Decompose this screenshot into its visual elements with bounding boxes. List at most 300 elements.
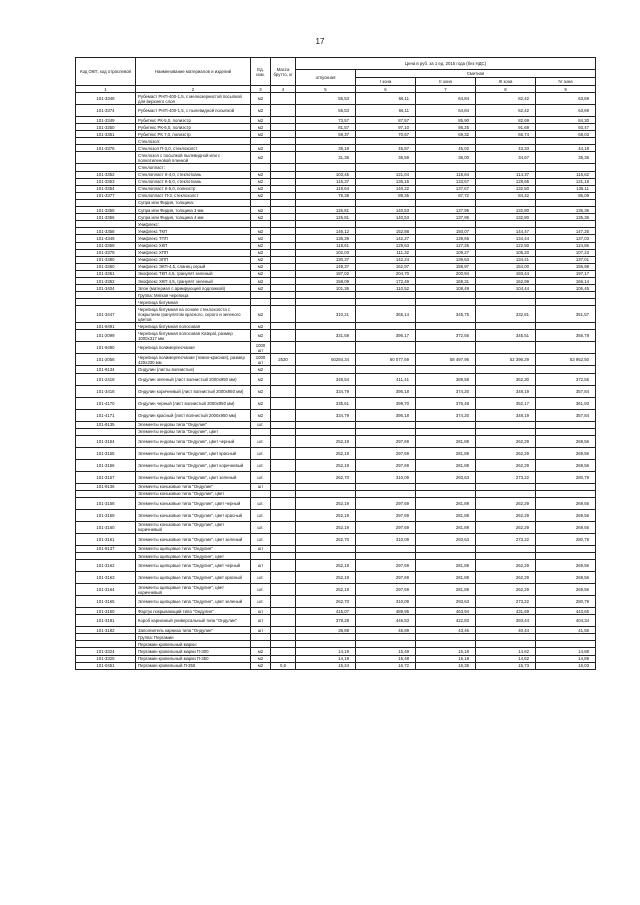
- table-row: [76, 277, 596, 284]
- zone1-price-cell: 152,88: [356, 228, 416, 235]
- release-price-cell: [296, 553, 356, 560]
- code-cell: 101-3324: [76, 648, 136, 655]
- unit-cell: м2: [251, 228, 271, 235]
- name-cell: Группа: Пергамин: [136, 634, 251, 641]
- zone4-price-cell: 280,79: [536, 533, 596, 545]
- release-price-cell: 187,02: [296, 270, 356, 277]
- code-cell: 101-3163: [76, 572, 136, 584]
- table-row: [76, 199, 596, 206]
- name-cell: Ондулин коричневый (лист волнистый 2000х950 мм): [136, 385, 251, 397]
- header-price-title: Цена в руб. за 1 ед. 2015 года (без НДС): [296, 58, 596, 70]
- zone2-price-cell: [416, 199, 476, 206]
- zone1-price-cell: [356, 323, 416, 330]
- zone3-price-cell: 104,44: [476, 285, 536, 292]
- zone4-price-cell: 135,11: [536, 185, 596, 192]
- code-cell: 101-3361: [76, 270, 136, 277]
- zone4-price-cell: 116,62: [536, 171, 596, 178]
- release-price-cell: 38,88: [296, 627, 356, 634]
- col-number: 7: [416, 86, 476, 93]
- zone1-price-cell: 121,04: [356, 171, 416, 178]
- name-cell: Рубитекс РК-5,0, полиэстр: [136, 117, 251, 124]
- zone3-price-cell: 40,44: [476, 627, 536, 634]
- zone2-price-cell: [416, 138, 476, 145]
- code-cell: 101-4171: [76, 409, 136, 421]
- zone3-price-cell: 262,29: [476, 435, 536, 447]
- zone1-price-cell: 297,69: [356, 521, 416, 533]
- name-cell: Ондулин зеленый (лист волнистый 2000х950 мм): [136, 373, 251, 385]
- name-cell: Элементы щипцовые типа "Ондулин": [136, 545, 251, 552]
- name-cell: Черепица битумная полосовая Katepal, размер 1000х317 мм: [136, 330, 251, 342]
- zone4-price-cell: 16,03: [536, 662, 596, 669]
- table-row: [76, 214, 596, 221]
- code-cell: [76, 553, 136, 560]
- zone3-price-cell: 393,44: [476, 615, 536, 627]
- code-cell: 101-9137: [76, 545, 136, 552]
- zone2-price-cell: 137,95: [416, 207, 476, 214]
- release-price-cell: 415,07: [296, 608, 356, 615]
- release-price-cell: 158,09: [296, 277, 356, 284]
- zone4-price-cell: 106,45: [536, 285, 596, 292]
- name-cell: Стеклопласт К-4,0, стеклоткань: [136, 171, 251, 178]
- table-row: [76, 545, 596, 552]
- table-row: [76, 93, 596, 105]
- mass-cell: [271, 93, 296, 105]
- name-cell: Заполнитель карниза типа "Ондулин": [136, 627, 251, 634]
- zone1-price-cell: [356, 553, 416, 560]
- zone2-price-cell: [416, 323, 476, 330]
- zone4-price-cell: 357,84: [536, 385, 596, 397]
- zone1-price-cell: 365,14: [356, 306, 416, 323]
- release-price-cell: 15,24: [296, 662, 356, 669]
- zone2-price-cell: 281,89: [416, 572, 476, 584]
- unit-cell: м2: [251, 124, 271, 131]
- release-price-cell: 149,37: [296, 263, 356, 270]
- zone1-price-cell: [356, 483, 416, 490]
- zone4-price-cell: [536, 634, 596, 641]
- zone3-price-cell: 132,80: [476, 207, 536, 214]
- mass-cell: [271, 228, 296, 235]
- name-cell: Элементы коньковые типа "Ондулин": [136, 483, 251, 490]
- header-unit: Ед. изм.: [251, 58, 271, 86]
- zone2-price-cell: [416, 421, 476, 428]
- zone2-price-cell: 281,89: [416, 521, 476, 533]
- name-cell: Рубемаст РНП-400-1,5, с мелкозернистой посыпкой для верхнего слоя: [136, 93, 251, 105]
- unit-cell: м2: [251, 373, 271, 385]
- unit-cell: м2: [251, 330, 271, 342]
- zone4-price-cell: [536, 342, 596, 354]
- zone1-price-cell: 140,53: [356, 214, 416, 221]
- zone1-price-cell: 140,22: [356, 185, 416, 192]
- table-body: [76, 93, 596, 670]
- zone1-price-cell: 310,09: [356, 533, 416, 545]
- zone2-price-cell: 15,18: [416, 655, 476, 662]
- zone1-price-cell: 297,69: [356, 584, 416, 596]
- zone3-price-cell: 262,29: [476, 572, 536, 584]
- mass-cell: [271, 560, 296, 572]
- zone4-price-cell: 356,78: [536, 330, 596, 342]
- zone3-price-cell: 262,29: [476, 447, 536, 459]
- zone2-price-cell: 64,84: [416, 93, 476, 105]
- mass-cell: [271, 615, 296, 627]
- code-cell: 101-3157: [76, 471, 136, 483]
- mass-cell: [271, 648, 296, 655]
- name-cell: Стеклопласт:: [136, 164, 251, 171]
- zone2-price-cell: 293,63: [416, 596, 476, 608]
- table-row: [76, 447, 596, 459]
- table-row: [76, 152, 596, 164]
- code-cell: [76, 221, 136, 228]
- name-cell: Стеклозол П-3,0, стеклохолст: [136, 145, 251, 152]
- code-cell: 101-3447: [76, 306, 136, 323]
- zone2-price-cell: 137,67: [416, 185, 476, 192]
- zone4-price-cell: 135,36: [536, 214, 596, 221]
- name-cell: Элементы коньковые типа "Ондулин", цвет коричневый: [136, 521, 251, 533]
- table-row: [76, 409, 596, 421]
- release-price-cell: 59,37: [296, 131, 356, 138]
- mass-cell: [271, 497, 296, 509]
- mass-cell: [271, 330, 296, 342]
- zone3-price-cell: 362,30: [476, 373, 536, 385]
- header-estimate: Сметная: [356, 70, 596, 78]
- name-cell: Пергамин кровельный марки П-350: [136, 655, 251, 662]
- zone4-price-cell: 53 952,50: [536, 354, 596, 366]
- mass-cell: [271, 214, 296, 221]
- mass-cell: [271, 490, 296, 497]
- zone3-price-cell: 14,62: [476, 648, 536, 655]
- col-number: 3: [251, 86, 271, 93]
- mass-cell: [271, 292, 296, 299]
- zone1-price-cell: 140,53: [356, 207, 416, 214]
- code-cell: 101-3356: [76, 214, 136, 221]
- zone4-price-cell: 14,88: [536, 648, 596, 655]
- mass-cell: [271, 131, 296, 138]
- zone3-price-cell: 431,69: [476, 608, 536, 615]
- table-row: [76, 178, 596, 185]
- unit-cell: м2: [251, 117, 271, 124]
- zone3-price-cell: [476, 634, 536, 641]
- unit-cell: м2: [251, 277, 271, 284]
- zone2-price-cell: [416, 634, 476, 641]
- zone2-price-cell: 159,97: [416, 263, 476, 270]
- unit-cell: шт.: [251, 521, 271, 533]
- mass-cell: [271, 596, 296, 608]
- zone3-price-cell: 193,44: [476, 270, 536, 277]
- zone2-price-cell: 281,89: [416, 435, 476, 447]
- code-cell: 101-9134: [76, 366, 136, 373]
- zone3-price-cell: [476, 299, 536, 306]
- table-row: [76, 533, 596, 545]
- release-price-cell: [296, 199, 356, 206]
- zone1-price-cell: [356, 641, 416, 648]
- release-price-cell: 126,81: [296, 207, 356, 214]
- unit-cell: м2: [251, 385, 271, 397]
- zone4-price-cell: 135,36: [536, 207, 596, 214]
- zone3-price-cell: 352,17: [476, 397, 536, 409]
- table-row: [76, 366, 596, 373]
- zone2-price-cell: 281,89: [416, 447, 476, 459]
- name-cell: Рубитекс РК-6,0, полиэстр: [136, 124, 251, 131]
- zone1-price-cell: 204,70: [356, 270, 416, 277]
- zone1-price-cell: 395,18: [356, 385, 416, 397]
- code-cell: 101-4170: [76, 397, 136, 409]
- code-cell: 101-3360: [76, 263, 136, 270]
- release-price-cell: 252,19: [296, 447, 356, 459]
- zone4-price-cell: 137,03: [536, 235, 596, 242]
- table-row: [76, 584, 596, 596]
- header-zone3: III зона: [476, 78, 536, 86]
- mass-cell: [271, 533, 296, 545]
- release-price-cell: 119,64: [296, 185, 356, 192]
- zone1-price-cell: 297,69: [356, 435, 416, 447]
- zone2-price-cell: [416, 221, 476, 228]
- zone4-price-cell: 166,14: [536, 277, 596, 284]
- table-row: [76, 285, 596, 292]
- unit-cell: шт.: [251, 435, 271, 447]
- zone2-price-cell: [416, 299, 476, 306]
- zone3-price-cell: 66,74: [476, 131, 536, 138]
- unit-cell: м2: [251, 214, 271, 221]
- code-cell: 101-3325: [76, 655, 136, 662]
- code-cell: 101-3353: [76, 178, 136, 185]
- zone4-price-cell: [536, 483, 596, 490]
- zone1-price-cell: [356, 138, 416, 145]
- zone1-price-cell: 66,11: [356, 105, 416, 117]
- zone3-price-cell: 114,37: [476, 171, 536, 178]
- code-cell: 101-4349: [76, 235, 136, 242]
- zone2-price-cell: [416, 483, 476, 490]
- zone4-price-cell: 156,98: [536, 263, 596, 270]
- unit-cell: м2: [251, 306, 271, 323]
- mass-cell: [271, 256, 296, 263]
- zone3-price-cell: 34,67: [476, 152, 536, 164]
- name-cell: Элементы ендовы типа "Ондулин", цвет красный: [136, 447, 251, 459]
- zone2-price-cell: 281,89: [416, 560, 476, 572]
- code-cell: 101-2099: [76, 330, 136, 342]
- zone3-price-cell: 134,44: [476, 235, 536, 242]
- table-row: [76, 662, 596, 669]
- zone1-price-cell: [356, 428, 416, 435]
- mass-cell: [271, 263, 296, 270]
- name-cell: Элементы коньковые типа "Ондулин", цвет красный: [136, 509, 251, 521]
- unit-cell: м2: [251, 270, 271, 277]
- zone3-price-cell: 262,29: [476, 560, 536, 572]
- unit-cell: шт: [251, 615, 271, 627]
- name-cell: Стеклопласт П-3, стеклохолст: [136, 192, 251, 199]
- zone1-price-cell: 89,35: [356, 192, 416, 199]
- zone4-price-cell: 84,30: [536, 117, 596, 124]
- release-price-cell: 118,61: [296, 242, 356, 249]
- zone3-price-cell: 154,00: [476, 263, 536, 270]
- table-row: [76, 292, 596, 299]
- zone4-price-cell: 372,55: [536, 373, 596, 385]
- release-price-cell: 331,59: [296, 330, 356, 342]
- unit-cell: шт.: [251, 533, 271, 545]
- release-price-cell: 14,19: [296, 648, 356, 655]
- name-cell: Элементы ендовы типа "Ондулин", цвет черный: [136, 435, 251, 447]
- zone4-price-cell: 280,79: [536, 596, 596, 608]
- name-cell: Унифлекс ТПП: [136, 235, 251, 242]
- zone1-price-cell: 411,41: [356, 373, 416, 385]
- mass-cell: [271, 397, 296, 409]
- zone1-price-cell: [356, 366, 416, 373]
- name-cell: Короб карнизный универсальный типа "Ондулин": [136, 615, 251, 627]
- release-price-cell: [296, 490, 356, 497]
- table-row: [76, 207, 596, 214]
- name-cell: Экофлекс ХКП 4,5, гранулят зеленый: [136, 277, 251, 284]
- mass-cell: [271, 447, 296, 459]
- zone3-price-cell: 262,29: [476, 521, 536, 533]
- col-number: 4: [271, 86, 296, 93]
- zone2-price-cell: 87,72: [416, 192, 476, 199]
- zone2-price-cell: [416, 641, 476, 648]
- unit-cell: шт.: [251, 447, 271, 459]
- release-price-cell: 115,37: [296, 178, 356, 185]
- table-row: [76, 145, 596, 152]
- zone2-price-cell: 463,94: [416, 608, 476, 615]
- zone2-price-cell: 372,56: [416, 330, 476, 342]
- table-row: [76, 306, 596, 323]
- zone1-price-cell: 489,95: [356, 608, 416, 615]
- code-cell: 101-3156: [76, 459, 136, 471]
- code-cell: 101-3418: [76, 385, 136, 397]
- unit-cell: м2: [251, 366, 271, 373]
- unit-cell: 1000 шт: [251, 354, 271, 366]
- zone1-price-cell: 297,69: [356, 447, 416, 459]
- zone4-price-cell: [536, 421, 596, 428]
- mass-cell: [271, 435, 296, 447]
- unit-cell: м2: [251, 285, 271, 292]
- code-cell: 101-3379: [76, 249, 136, 256]
- table-row: [76, 596, 596, 608]
- release-price-cell: 252,19: [296, 509, 356, 521]
- table-row: [76, 655, 596, 662]
- mass-cell: [271, 235, 296, 242]
- name-cell: Элементы ендовы типа "Ондулин", цвет зеленый: [136, 471, 251, 483]
- table-row: [76, 608, 596, 615]
- unit-cell: м2: [251, 397, 271, 409]
- code-cell: 101-3150: [76, 608, 136, 615]
- name-cell: Черепица полимерпесчаная: [136, 342, 251, 354]
- table-row: [76, 627, 596, 634]
- unit-cell: [251, 292, 271, 299]
- mass-cell: [271, 509, 296, 521]
- zone3-price-cell: [476, 421, 536, 428]
- mass-cell: [271, 171, 296, 178]
- unit-cell: м2: [251, 648, 271, 655]
- zone1-price-cell: 129,63: [356, 242, 416, 249]
- mass-cell: [271, 608, 296, 615]
- unit-cell: м2: [251, 207, 271, 214]
- zone2-price-cell: 150,07: [416, 228, 476, 235]
- unit-cell: шт.: [251, 471, 271, 483]
- table-row: [76, 509, 596, 521]
- release-price-cell: 103,45: [296, 171, 356, 178]
- zone2-price-cell: 374,20: [416, 409, 476, 421]
- zone3-price-cell: 162,99: [476, 277, 536, 284]
- zone1-price-cell: 15,48: [356, 655, 416, 662]
- unit-cell: 1000 шт: [251, 342, 271, 354]
- table-row: [76, 270, 596, 277]
- zone2-price-cell: 15,18: [416, 648, 476, 655]
- zone1-price-cell: 60 077,69: [356, 354, 416, 366]
- table-row: [76, 459, 596, 471]
- name-cell: Черепица битумная на основе стеклохолста с покрытием гранулятом красного, серого и зеленого цветов: [136, 306, 251, 323]
- mass-cell: [271, 483, 296, 490]
- zone4-price-cell: 269,56: [536, 459, 596, 471]
- zone2-price-cell: 374,20: [416, 385, 476, 397]
- table-row: [76, 242, 596, 249]
- unit-cell: м2: [251, 256, 271, 263]
- release-price-cell: [296, 342, 356, 354]
- name-cell: Экофлекс ТКП 4,5, гранулят зеленый: [136, 270, 251, 277]
- mass-cell: [271, 164, 296, 171]
- table-row: [76, 256, 596, 263]
- unit-cell: [251, 164, 271, 171]
- zone3-price-cell: 132,80: [476, 214, 536, 221]
- release-price-cell: [296, 138, 356, 145]
- zone3-price-cell: 132,50: [476, 185, 536, 192]
- release-price-cell: 348,54: [296, 373, 356, 385]
- unit-cell: шт.: [251, 596, 271, 608]
- unit-cell: [251, 553, 271, 560]
- table-row: [76, 641, 596, 648]
- unit-cell: шт.: [251, 497, 271, 509]
- table-row: [76, 648, 596, 655]
- zone1-price-cell: 45,87: [356, 145, 416, 152]
- mass-cell: [271, 117, 296, 124]
- zone4-price-cell: 269,56: [536, 560, 596, 572]
- zone2-price-cell: 118,84: [416, 171, 476, 178]
- unit-cell: м2: [251, 145, 271, 152]
- unit-cell: м2: [251, 93, 271, 105]
- header-zone2: II зона: [416, 78, 476, 86]
- name-cell: Элементы ендовы типа "Ондулин", цвет коричневый: [136, 459, 251, 471]
- unit-cell: м2: [251, 131, 271, 138]
- unit-cell: м2: [251, 249, 271, 256]
- code-cell: 101-2418: [76, 373, 136, 385]
- code-cell: 101-3154: [76, 435, 136, 447]
- zone1-price-cell: 297,69: [356, 459, 416, 471]
- zone3-price-cell: 82,69: [476, 117, 536, 124]
- mass-cell: [271, 249, 296, 256]
- release-price-cell: 55,53: [296, 105, 356, 117]
- unit-cell: м2: [251, 655, 271, 662]
- zone4-price-cell: [536, 164, 596, 171]
- mass-cell: [271, 553, 296, 560]
- zone1-price-cell: 142,24: [356, 256, 416, 263]
- name-cell: Супра или Фидия, толщина 4 мм: [136, 214, 251, 221]
- table-row: [76, 342, 596, 354]
- release-price-cell: 14,19: [296, 655, 356, 662]
- code-cell: 101-3354: [76, 185, 136, 192]
- release-price-cell: 39,19: [296, 145, 356, 152]
- zone2-price-cell: 139,65: [416, 235, 476, 242]
- price-table: [75, 57, 596, 670]
- name-cell: Ондулин красный (лист волнистый 2000х950 мм): [136, 409, 251, 421]
- zone4-price-cell: 41,56: [536, 627, 596, 634]
- table-row: [76, 323, 596, 330]
- release-price-cell: 146,12: [296, 228, 356, 235]
- zone4-price-cell: 269,56: [536, 497, 596, 509]
- zone4-price-cell: 197,17: [536, 270, 596, 277]
- release-price-cell: [296, 641, 356, 648]
- name-cell: Унифлекс ЭПП: [136, 256, 251, 263]
- release-price-cell: 73,57: [296, 117, 356, 124]
- mass-cell: [271, 270, 296, 277]
- zone4-price-cell: [536, 199, 596, 206]
- zone3-price-cell: 262,29: [476, 584, 536, 596]
- zone4-price-cell: 86,09: [536, 192, 596, 199]
